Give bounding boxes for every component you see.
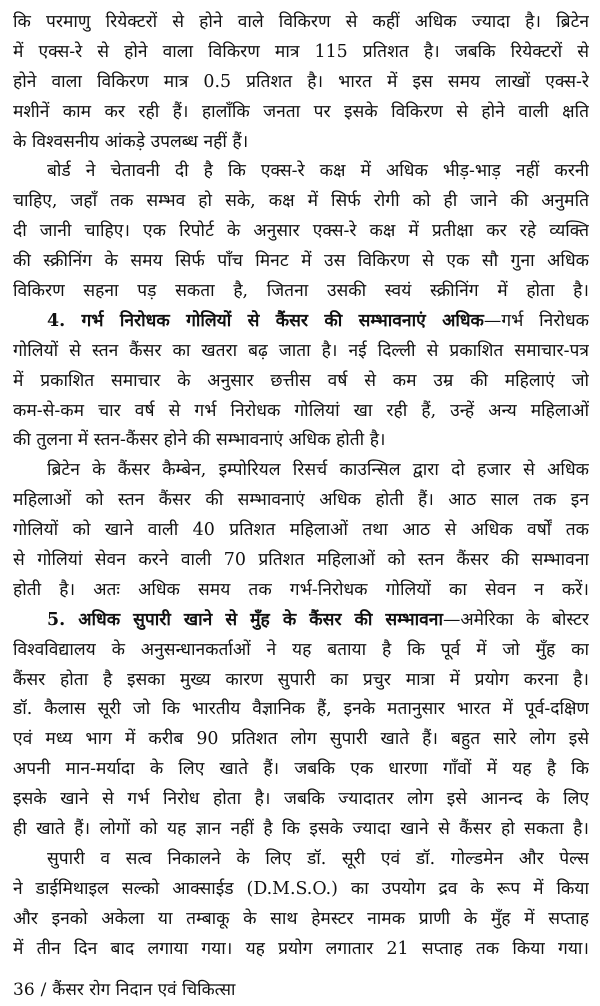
text-line: के विश्वसनीय आंकड़े उपलब्ध नहीं हैं। [13,131,249,152]
text-line: से गोलियां सेवन करने वाली 70 प्रतिशत महिलाओं को स्तन कैंसर की सम्भावना [13,550,589,571]
text-line: गोलियों को खाने वाली 40 प्रतिशत महिलाओं तथा आठ से अधिक वर्षों तक [13,520,589,541]
text-line: होती है। अतः अधिक समय तक गर्भ-निरोधक गोलियों का सेवन न करें। [13,579,589,600]
text-line: विकिरण सहना पड़ सकता है, जितना उसकी स्वयं स्क्रीनिंग में होता है। [13,281,589,302]
section-heading: 5. अधिक सुपारी खाने से मुँह के कैंसर की सम्भावना [47,609,443,630]
text-line: ही खाते हैं। लोगों को यह ज्ञान नहीं है कि इसके ज्यादा खाने से कैंसर हो सकता है। [13,819,589,840]
text-line: दी जानी चाहिए। एक रिपोर्ट के अनुसार एक्स-रे कक्ष में प्रतीक्षा कर रहे व्यक्ति [13,221,589,242]
page-body [13,8,589,968]
text-line: ब्रिटेन के कैंसर कैम्बेन, इम्पोरियल रिसर्च काउन्सिल द्वारा दो हजार से अधिक [47,460,589,481]
text-line: की स्क्रीनिंग के समय सिर्फ पाँच मिनट में उस विकिरण से एक सौ गुना अधिक [13,251,589,272]
heading-continuation: —गर्भ निरोधक [483,310,589,331]
text-line: चाहिए, जहाँ तक सम्भव हो सके, कक्ष में सिर्फ रोगी को ही जाने की अनुमति [13,191,589,212]
text-line: में प्रकाशित समाचार के अनुसार छत्तीस वर्ष से कम उम्र की महिलाएं जो [13,370,589,391]
text-line: कैंसर होता है इसका मुख्य कारण सुपारी का प्रचुर मात्रा में प्रयोग करना है। [13,669,589,690]
paragraph-2 [13,157,589,306]
page-number: 36 [13,980,35,1000]
text-line: कम-से-कम चार वर्ष से गर्भ निरोधक गोलियां खा रही हैं, उन्हें अन्य महिलाओं [13,400,589,421]
text-line: डॉ. कैलास सूरी जो कि भारतीय वैज्ञानिक हैं, इनके मतानुसार भारत में पूर्व-दक्षिण [13,699,589,720]
text-line: मशीनें काम कर रही हैं। हालाँकि जनता पर इसके विकिरण से होने वाली क्षति [13,101,589,122]
text-line: कि परमाणु रियेक्टरों से होने वाले विकिरण से कहीं अधिक ज्यादा है। ब्रिटेन [13,12,589,32]
text-line: विश्वविद्यालय के अनुसन्धानकर्ताओं ने यह बताया है कि पूर्व में जो मुँह का [13,639,589,660]
text-line: गोलियों से स्तन कैंसर का खतरा बढ़ जाता है। नई दिल्ली से प्रकाशित समाचार-पत्र [13,340,589,361]
text-line: सुपारी व सत्व निकालने के लिए डॉ. सूरी एवं डॉ. गोल्डमेन और पेल्स [47,848,589,869]
text-line: अपनी मान-मर्यादा के लिए खाते हैं। जबकि एक धारणा गाँवों में यह है कि [13,759,589,780]
text-line: एवं मध्य भाग में करीब 90 प्रतिशत लोग सुपारी खाते हैं। बहुत सारे लोग इसे [13,729,589,750]
section-5 [13,606,589,845]
paragraph-6 [13,845,589,965]
text-line: में एक्स-रे से होने वाला विकिरण मात्र 115 प्रतिशत है। जबकि रियेक्टरों से [13,41,589,62]
section-heading-line [13,606,589,636]
page-footer [13,978,235,1002]
heading-continuation: —अमेरिका के बोस्टर [442,609,589,630]
text-line: बोर्ड ने चेतावनी दी है कि एक्स-रे कक्ष में अधिक भीड़-भाड़ नहीं करनी [47,161,589,182]
text-line: होने वाला विकिरण मात्र 0.5 प्रतिशत है। भारत में इस समय लाखों एक्स-रे [13,71,589,92]
text-line: इसके खाने से गर्भ निरोध होता है। जबकि ज्यादातर लोग इसे आनन्द के लिए [13,789,589,810]
section-heading-line [13,307,589,337]
paragraph-4 [13,456,589,605]
book-title: कैंसर रोग निदान एवं चिकित्सा [52,980,236,1000]
section-heading: 4. गर्भ निरोधक गोलियों से कैंसर की सम्भावनाएं अधिक [47,310,484,331]
section-4 [13,307,589,456]
text-line: की तुलना में स्तन-कैंसर होने की सम्भावनाएं अधिक होती है। [13,430,386,451]
paragraph-1 [13,8,589,157]
text-line: में तीन दिन बाद लगाया गया। यह प्रयोग लगातार 21 सप्ताह तक किया गया। [13,938,589,959]
text-line: और इनको अकेला या तम्बाकू के साथ हेमस्टर नामक प्राणी के मुँह में सप्ताह [13,908,589,929]
text-line: महिलाओं को स्तन कैंसर की सम्भावनाएं अधिक होती हैं। आठ साल तक इन [13,490,589,511]
text-line: ने डाईमिथाइल सल्को आक्साईड (D.M.S.O.) का उपयोग द्रव के रूप में किया [13,878,589,899]
footer-separator: / [40,980,47,1000]
